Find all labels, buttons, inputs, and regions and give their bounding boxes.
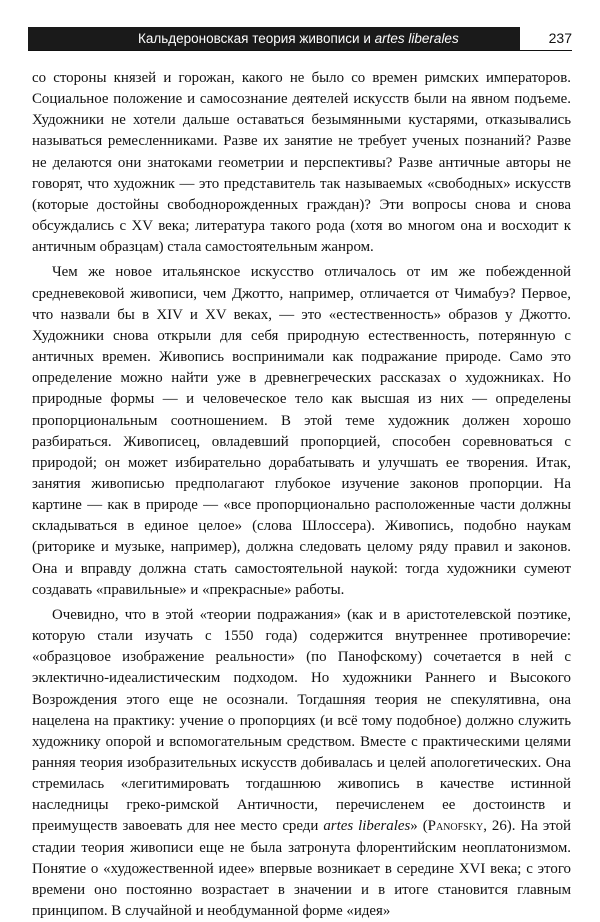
paragraph-3 (32, 605, 571, 922)
running-head-title-text: Кальдероновская теория живописи и (138, 31, 371, 46)
body-text (32, 68, 571, 922)
paragraph-3-text-end: , 26). На этой стадии теория живописи еще не была затронута флорентийским неоплатонизмом. Понятие о «художественной идее» впервые возникает в середине XVI века; с этого времени оно постоянно возрастает в значении и в итоге становится главным принципом. В случайной и необдуманной форме «идея» (32, 818, 571, 920)
paragraph-2: Чем же новое итальянское искусство отличалось от им же побежденной средневековой живописи, чем Джотто, например, отличается от Чимабуэ? Первое, что назвали бы в XIV и XV веках, — это «естественность» образов у Джотто. Художники снова открыли для себя природную естественность, потерянную с античных времен. Живопись воспринимали как подражание природе. Само это определение можно найти уже в древнегреческих рассказах о художниках. Но природные формы — и человеческое тело как высшая из них — определены пропорциональным соотношением. В этой теме художник должен хорошо разбираться. Живописец, овладевший пропорцией, способен соревноваться с природой; он может избирательно дорабатывать и улучшать ее творения. Итак, занятия живописью предполагают глубокое изучение законов пропорции. На картине — как в природе — «все пропорционально расположенные части должны складываться в единое целое» (слова Шлоссера). Живопись, подобно наукам (риторике и музыке, например), должна следовать целому ряду правил и законов. Она и вправду должна стать самостоятельной наукой: тогда художники сумеют создавать «правильные» и «прекрасные» работы. (32, 264, 571, 598)
running-head (28, 16, 572, 51)
running-head-title (28, 27, 520, 50)
page-number: 237 (548, 30, 572, 46)
paragraph-3-text-after-italic: » ( (410, 818, 428, 835)
paragraph-3-italic-term: artes liberales (323, 818, 411, 835)
paragraph-3-citation-author: Panofsky (427, 818, 484, 835)
paragraph-1: со стороны князей и горожан, какого не было со времен римских императоров. Социальное положение и самосознание деятелей искусств были на явном подъеме. Художники не хотели дальше оставаться безымянными кустарями, отказывались называться ремесленниками. Разве их занятие не требует ученых познаний? Разве не делаются они знатоками геометрии и перспективы? Разве античные авторы не говорят, что художник — это представитель так называемых «свободных» искусств (которые достойны свободнорожденных граждан)? Эти вопросы снова и снова обсуждались с XV века; литература такого рода (хотя во многом она и восходит к античным образцам) стала самостоятельным жанром. (32, 70, 571, 256)
paragraph-3-text-before-italic: Очевидно, что в этой «теории подражания» (как и в аристотелевской поэтике, которую стали изучать с 1550 года) содержится внутреннее противоречие: «образцовое изображение реальности» (по Панофскому) сочетается в ней с эклектично-идеалистическим подходом. Но художники Раннего и Высокого Возрождения этого еще не осознали. Тогдашняя теория не спекулятивна, она нацелена на практику: учение о пропорциях (и всё тому подобное) должно служить художнику опорой и вспомогательным средством. Вместе с практическими целями ранняя теория изобразительных искусств добивалась и целей апологетических. Она стремилась «легитимировать тогдашнюю живопись в качестве истинной наследницы греко-римской Античности, перечисленем ее достоинств и преимуществ завоевать для нее место среди (32, 606, 571, 835)
running-head-title-italic: artes liberales (374, 31, 459, 46)
